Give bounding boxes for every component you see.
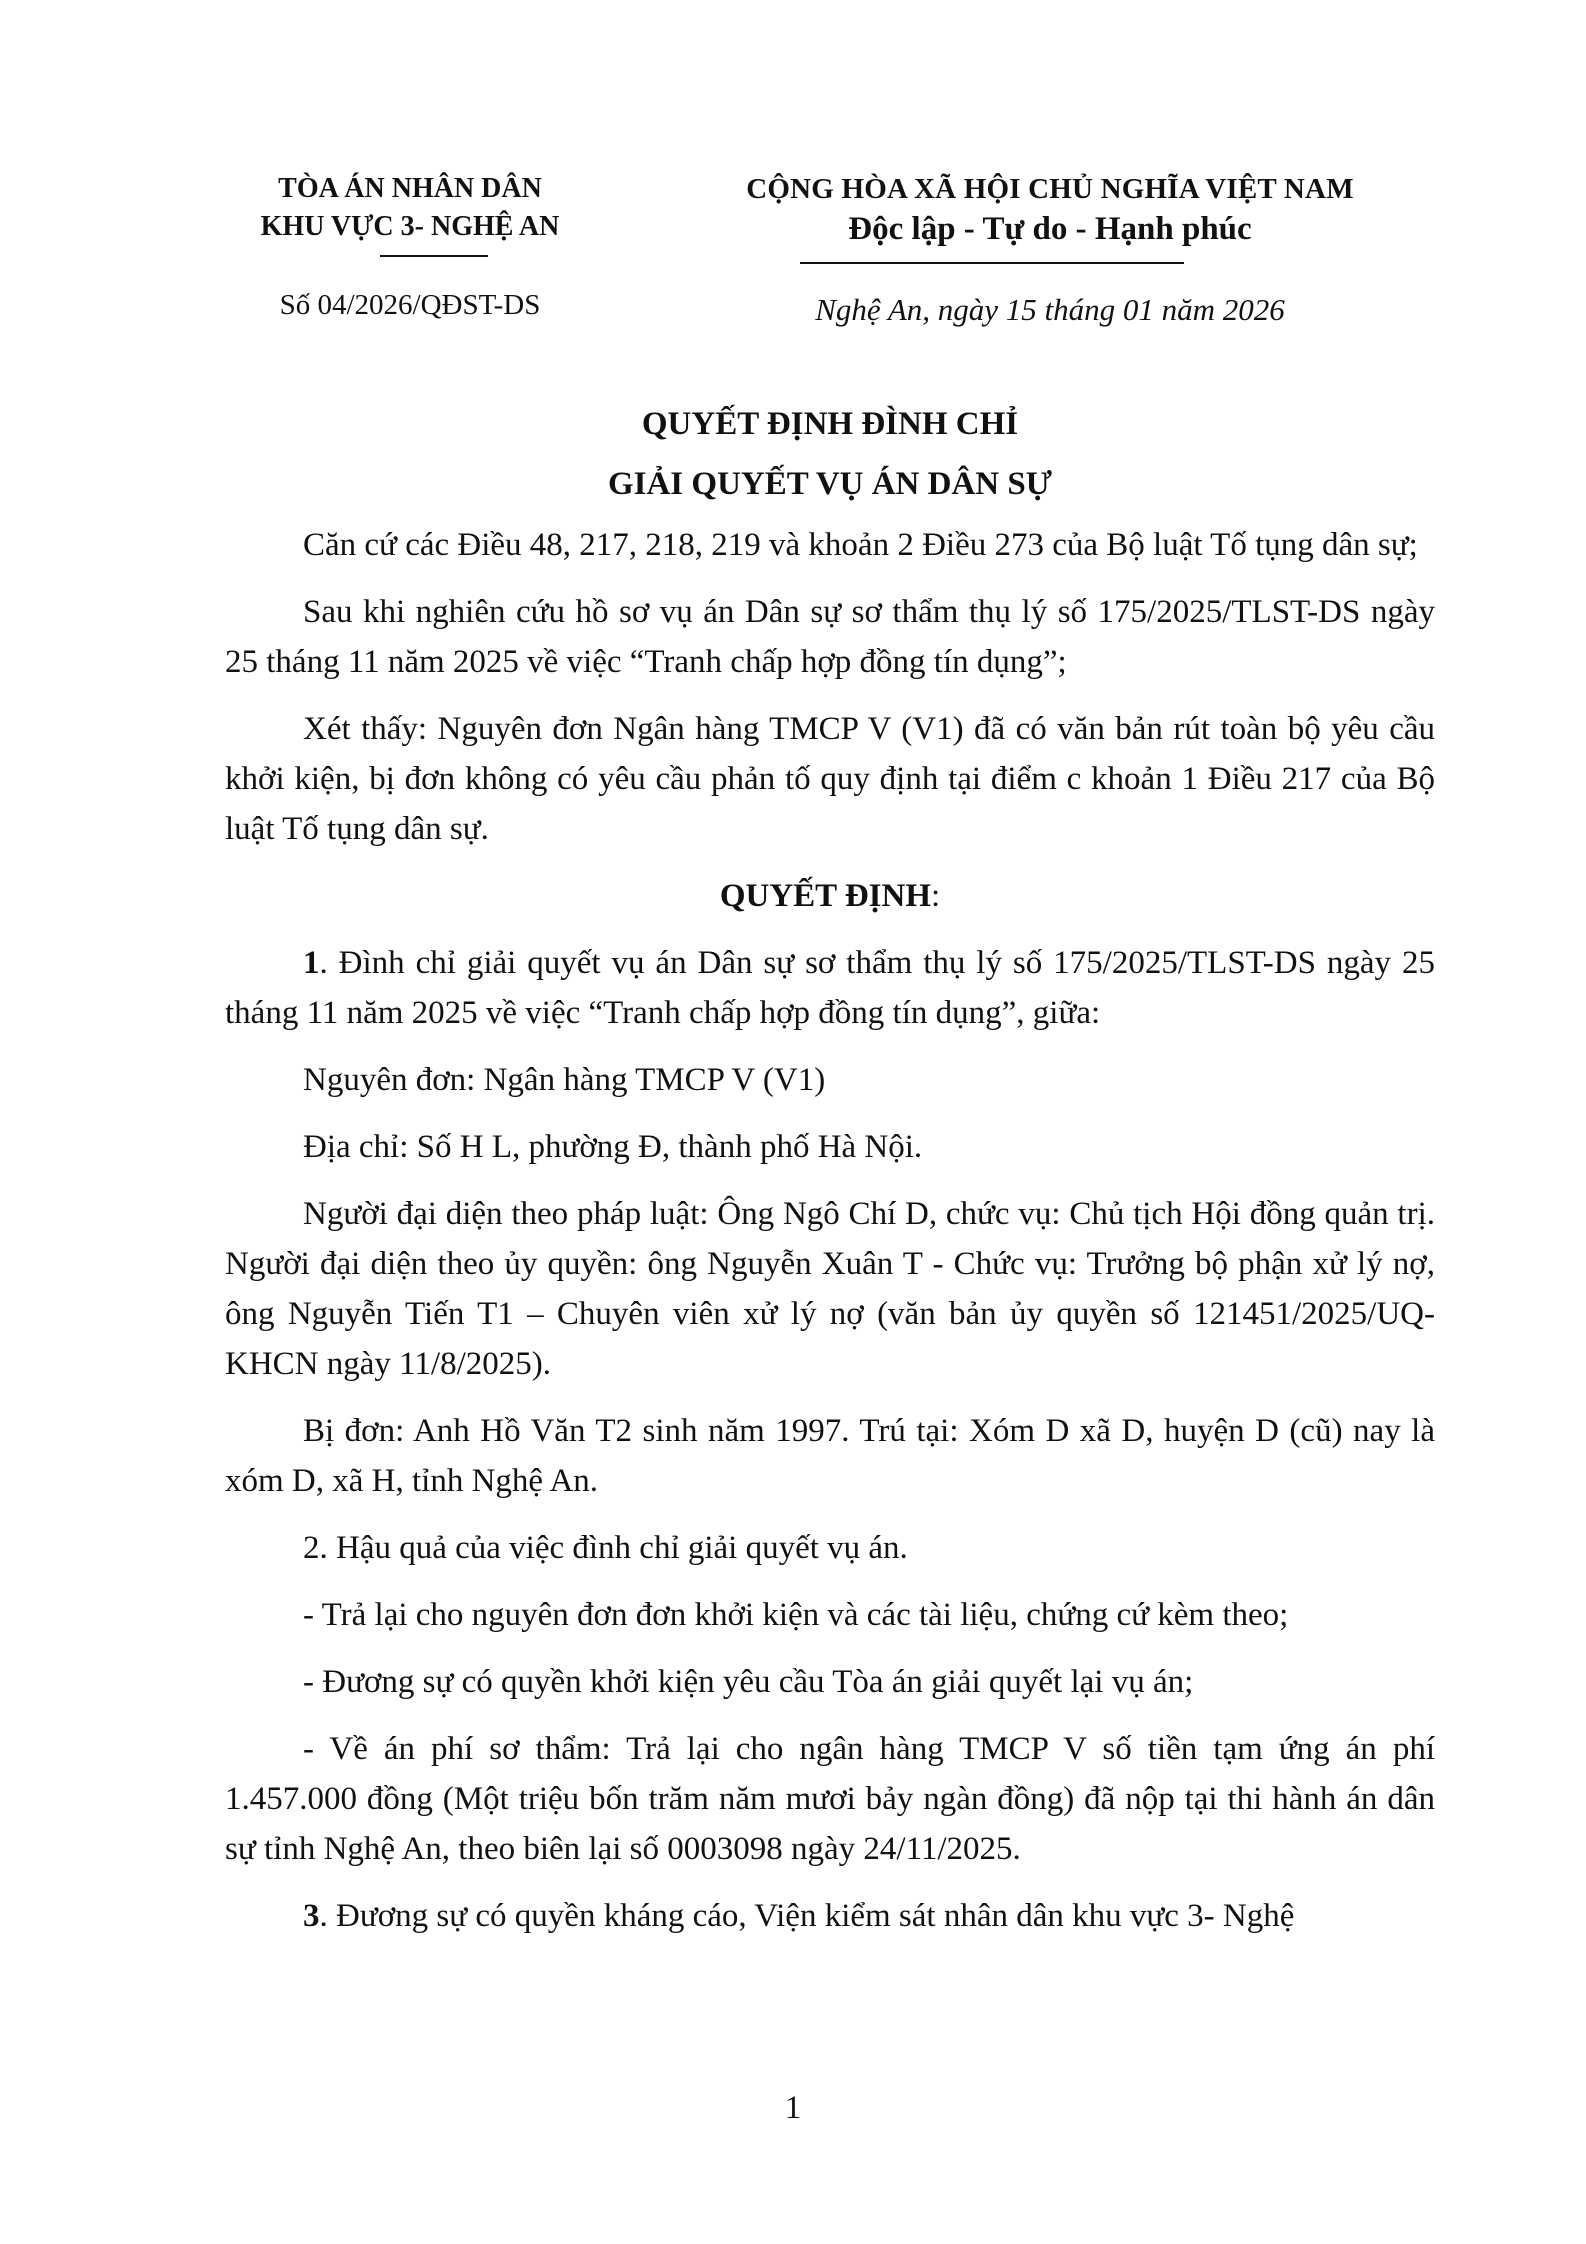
court-name <box>190 170 630 246</box>
representative-paragraph: Người đại diện theo pháp luật: Ông Ngô Chí D, chức vụ: Chủ tịch Hội đồng quản trị. Người đại diện theo ủy quyền: ông Nguyễn Xuân T - Chức vụ: Trưởng bộ phận xử lý nợ, ông Nguyễn Tiến T1 – Chuyên viên xử lý nợ (văn bản ủy quyền số 121451/2025/UQ-KHCN ngày 11/8/2025). <box>225 1196 1435 1382</box>
decision-item-1 <box>225 938 1435 1038</box>
document-title-line-2: GIẢI QUYẾT VỤ ÁN DÂN SỰ <box>607 466 1053 502</box>
item-1-text: . Đình chỉ giải quyết vụ án Dân sự sơ thẩm thụ lý số 175/2025/TLST-DS ngày 25 tháng 11 năm 2025 về việc “Tranh chấp hợp đồng tín dụng”, giữa: <box>225 945 1435 1031</box>
item-1-number: 1 <box>303 945 320 981</box>
court-underline <box>380 255 488 257</box>
page-number: 1 <box>784 2090 802 2126</box>
case-review-paragraph: Sau khi nghiên cứu hồ sơ vụ án Dân sự sơ thẩm thụ lý số 175/2025/TLST-DS ngày 25 tháng 11 năm 2025 về việc “Tranh chấp hợp đồng tín dụng”; <box>225 594 1435 680</box>
item-2-court-fee: - Về án phí sơ thẩm: Trả lại cho ngân hàng TMCP V số tiền tạm ứng án phí 1.457.000 đồng (Một triệu bốn trăm năm mươi bảy ngàn đồng) đã nộp tại thi hành án dân sự tỉnh Nghệ An, theo biên lại số 0003098 ngày 24/11/2025. <box>225 1731 1435 1867</box>
decision-item-2: 2. Hậu quả của việc đình chỉ giải quyết vụ án. <box>303 1530 908 1566</box>
place-and-date: Nghệ An, ngày 15 tháng 01 năm 2026 <box>815 292 1285 327</box>
decision-heading-colon: : <box>931 878 941 914</box>
item-2-right-to-refile: - Đương sự có quyền khởi kiện yêu cầu Tòa án giải quyết lại vụ án; <box>303 1664 1194 1700</box>
court-line-2: KHU VỰC 3- NGHỆ AN <box>260 211 560 242</box>
defendant-paragraph: Bị đơn: Anh Hồ Văn T2 sinh năm 1997. Trú tại: Xóm D xã D, huyện D (cũ) nay là xóm D, xã H, tỉnh Nghệ An. <box>225 1413 1435 1499</box>
findings-paragraph: Xét thấy: Nguyên đơn Ngân hàng TMCP V (V1) đã có văn bản rút toàn bộ yêu cầu khởi kiện, bị đơn không có yêu cầu phản tố quy định tại điểm c khoản 1 Điều 217 của Bộ luật Tố tụng dân sự. <box>225 711 1435 847</box>
document-body <box>225 520 1435 1958</box>
decision-item-3 <box>225 1891 1435 1941</box>
court-line-1: TÒA ÁN NHÂN DÂN <box>278 173 542 204</box>
decision-heading <box>225 871 1435 921</box>
plaintiff-line: Nguyên đơn: Ngân hàng TMCP V (V1) <box>303 1062 826 1098</box>
document-number: Số 04/2026/QĐST-DS <box>279 289 541 321</box>
legal-basis-paragraph: Căn cứ các Điều 48, 217, 218, 219 và khoản 2 Điều 273 của Bộ luật Tố tụng dân sự; <box>303 527 1418 563</box>
item-2-return-documents: - Trả lại cho nguyên đơn đơn khởi kiện và các tài liệu, chứng cứ kèm theo; <box>303 1597 1289 1633</box>
item-3-number: 3 <box>303 1898 320 1934</box>
nation-name: CỘNG HÒA XÃ HỘI CHỦ NGHĨA VIỆT NAM <box>746 173 1354 205</box>
document-title-line-1: QUYẾT ĐỊNH ĐÌNH CHỈ <box>641 406 1019 442</box>
item-3-text: . Đương sự có quyền kháng cáo, Viện kiểm sát nhân dân khu vực 3- Nghệ <box>319 1898 1295 1934</box>
decision-heading-label: QUYẾT ĐỊNH <box>719 878 931 914</box>
national-header <box>650 170 1450 250</box>
national-motto: Độc lập - Tự do - Hạnh phúc <box>848 211 1252 247</box>
plaintiff-address: Địa chỉ: Số H L, phường Đ, thành phố Hà Nội. <box>303 1129 923 1165</box>
motto-underline <box>800 262 1184 264</box>
